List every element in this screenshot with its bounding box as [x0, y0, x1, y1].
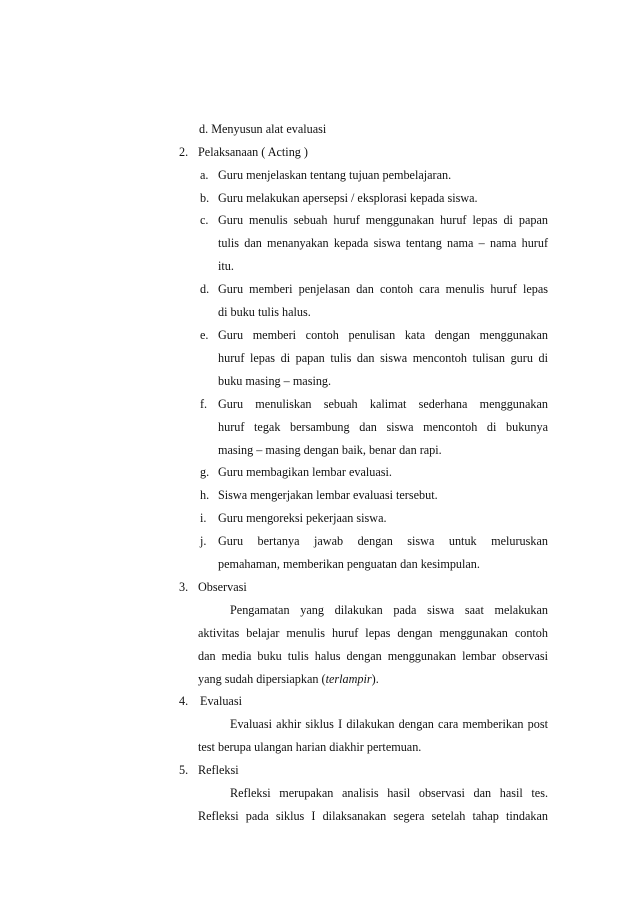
- list-item-text: Guru menulis sebuah huruf menggunakan huruf lepas di papan: [218, 213, 548, 227]
- section-number: 4.: [179, 694, 189, 708]
- list-marker: c.: [200, 213, 209, 227]
- section-title: Evaluasi: [200, 694, 242, 708]
- paragraph-text: ).: [371, 672, 379, 686]
- list-item-text: Guru memberi penjelasan dan contoh cara menulis huruf lepas: [218, 282, 548, 296]
- list-item-text: itu.: [218, 259, 234, 273]
- paragraph-line: Refleksi merupakan analisis hasil observasi dan hasil tes.: [230, 786, 548, 800]
- list-marker: d.: [200, 282, 210, 296]
- paragraph-line: Refleksi pada siklus I dilaksanakan segera setelah tahap tindakan: [198, 809, 548, 823]
- section-title: Pelaksanaan ( Acting ): [198, 145, 308, 159]
- list-item-text: buku masing – masing.: [218, 374, 332, 388]
- list-item-text: Siswa mengerjakan lembar evaluasi tersebut.: [218, 488, 438, 502]
- list-marker: f.: [200, 397, 208, 411]
- paragraph-line: aktivitas belajar menulis huruf lepas dengan menggunakan contoh: [198, 626, 548, 640]
- list-item-text: Guru melakukan apersepsi / eksplorasi kepada siswa.: [218, 191, 478, 205]
- paragraph-text: yang sudah dipersiapkan (: [198, 672, 326, 686]
- list-marker: e.: [200, 328, 209, 342]
- list-item-text: Guru menuliskan sebuah kalimat sederhana menggunakan: [218, 397, 548, 411]
- paragraph-line: Pengamatan yang dilakukan pada siswa saat melakukan: [230, 603, 548, 617]
- paragraph-line: [198, 671, 379, 687]
- list-marker: b.: [200, 191, 210, 205]
- list-item-text: huruf lepas di papan tulis dan siswa mencontoh tulisan guru di: [218, 351, 548, 365]
- list-item-text: huruf tegak bersambung dan siswa mencontoh di bukunya: [218, 420, 548, 434]
- paragraph-line: Evaluasi akhir siklus I dilakukan dengan cara memberikan post: [230, 717, 548, 731]
- list-item-text: Guru mengoreksi pekerjaan siswa.: [218, 511, 387, 525]
- list-marker: j.: [200, 534, 207, 548]
- section-number: 2.: [179, 145, 189, 159]
- section-title: Refleksi: [198, 763, 239, 777]
- list-item-text: tulis dan menanyakan kepada siswa tentang nama – nama huruf: [218, 236, 548, 250]
- section-number: 3.: [179, 580, 189, 594]
- list-marker: i.: [200, 511, 207, 525]
- list-marker: a.: [200, 168, 209, 182]
- list-item-text: di buku tulis halus.: [218, 305, 311, 319]
- section-title: Observasi: [198, 580, 247, 594]
- list-item-d-top: d. Menyusun alat evaluasi: [199, 122, 327, 136]
- italic-term: terlampir: [325, 672, 372, 686]
- list-item-text: pemahaman, memberikan penguatan dan kesimpulan.: [218, 557, 480, 571]
- paragraph-line: dan media buku tulis halus dengan menggunakan lembar observasi: [198, 649, 548, 663]
- list-item-text: masing – masing dengan baik, benar dan rapi.: [218, 443, 442, 457]
- section-number: 5.: [179, 763, 189, 777]
- list-item-text: Guru membagikan lembar evaluasi.: [218, 465, 392, 479]
- list-item-text: Guru bertanya jawab dengan siswa untuk meluruskan: [218, 534, 548, 548]
- list-marker: g.: [200, 465, 210, 479]
- list-item-text: Guru memberi contoh penulisan kata dengan menggunakan: [218, 328, 548, 342]
- list-item-text: Guru menjelaskan tentang tujuan pembelajaran.: [218, 168, 452, 182]
- paragraph-line: test berupa ulangan harian diakhir pertemuan.: [198, 740, 422, 754]
- list-marker: h.: [200, 488, 210, 502]
